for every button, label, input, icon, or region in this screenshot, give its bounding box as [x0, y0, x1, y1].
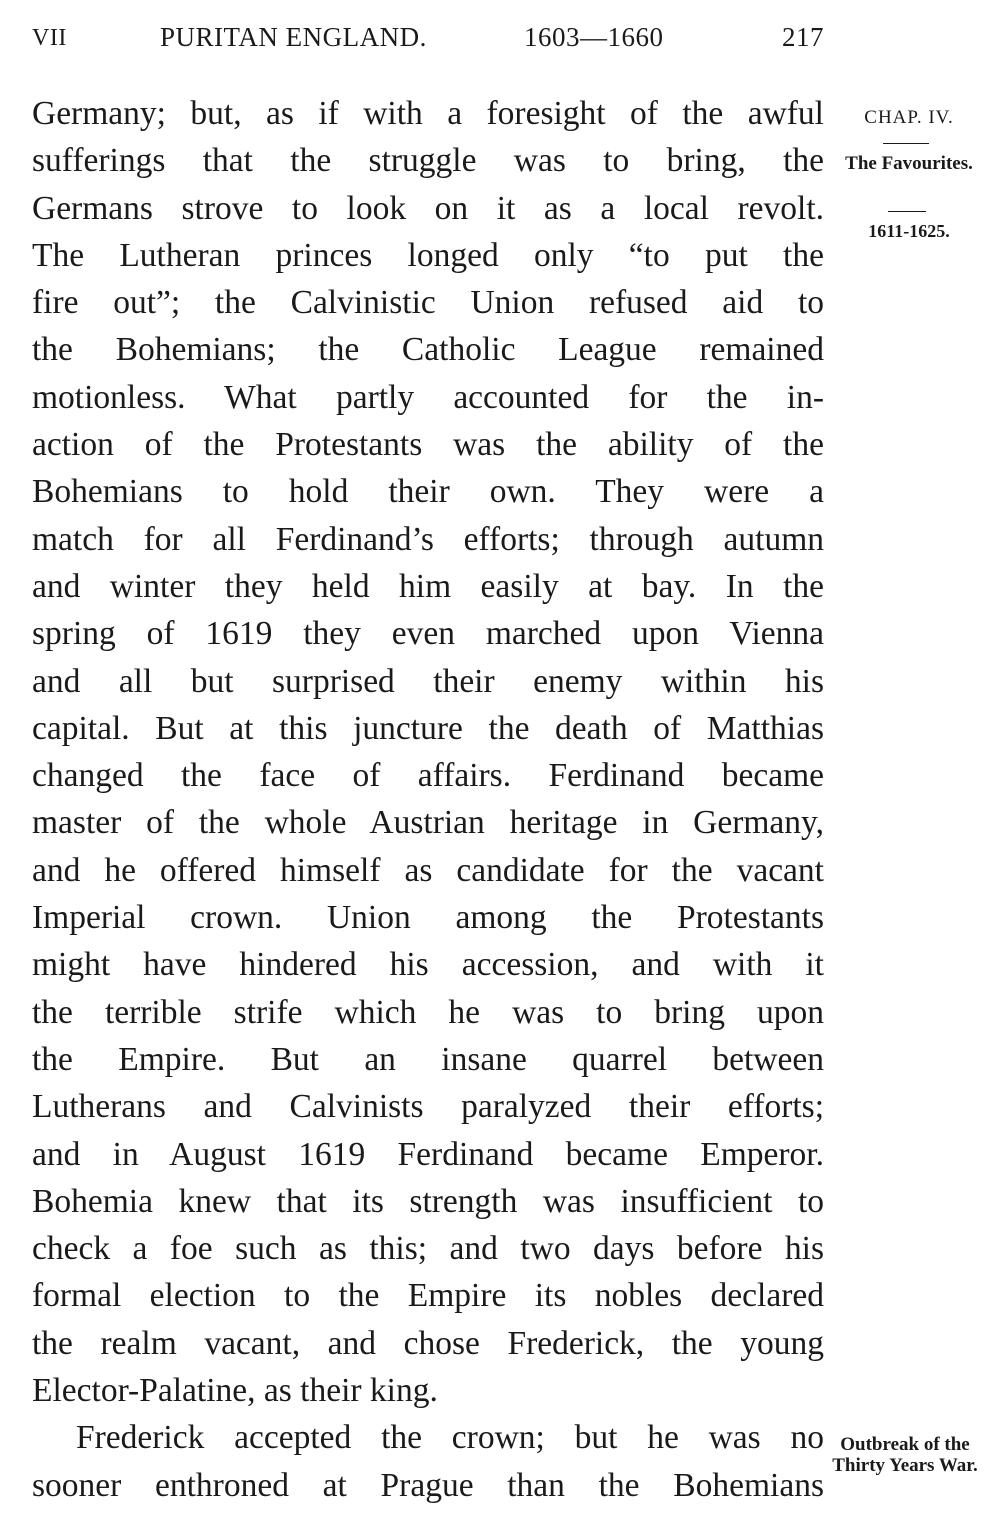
text-line: action of the Protestants was the ability of the [32, 426, 824, 464]
text-line: sooner enthroned at Prague than the Bohemians [32, 1466, 824, 1504]
text-line: Germany; but, as if with a foresight of the awful [32, 95, 824, 132]
text-line: capital. But at this juncture the death of Matthias [32, 709, 824, 747]
running-head-title: PURITAN ENGLAND. [160, 22, 427, 52]
body-text [32, 90, 824, 1509]
text-line: the Empire. But an insane quarrel between [32, 1040, 824, 1078]
text-line: sufferings that the struggle was to bring, the [32, 142, 824, 180]
sidenote-chapter: CHAP. IV. [864, 107, 954, 128]
sidenote-years: 1611-1625. [868, 221, 950, 241]
text-line: changed the face of affairs. Ferdinand became [32, 757, 824, 795]
running-head-dates: 1603—1660 [524, 22, 664, 52]
text-line: master of the whole Austrian heritage in Germany, [32, 804, 824, 842]
text-line: the terrible strife which he was to bring upon [32, 993, 824, 1031]
text-line: Germans strove to look on it as a local revolt. [32, 189, 824, 227]
running-head-chapter-numeral: VII [32, 25, 67, 51]
sidenote-outbreak: Outbreak of the Thirty Years War. [832, 1434, 978, 1476]
text-line: motionless. What partly accounted for the in- [32, 378, 824, 416]
text-line: fire out”; the Calvinistic Union refused aid to [32, 284, 824, 322]
text-line: check a foe such as this; and two days before his [32, 1230, 824, 1268]
sidenote-divider [888, 211, 926, 212]
page-number: 217 [782, 22, 824, 52]
text-line: and he offered himself as candidate for the vacant [32, 851, 824, 889]
text-line: Imperial crown. Union among the Protestants [32, 899, 824, 937]
text-line: might have hindered his accession, and with it [32, 946, 824, 984]
sidenote-topic: The Favourites. [845, 153, 973, 174]
text-line: Bohemia knew that its strength was insufficient to [32, 1182, 824, 1220]
text-line: and in August 1619 Ferdinand became Emperor. [32, 1135, 824, 1173]
text-line: the realm vacant, and chose Frederick, the young [32, 1324, 824, 1362]
text-line: spring of 1619 they even marched upon Vienna [32, 615, 824, 653]
text-line: and all but surprised their enemy within his [32, 662, 824, 700]
sidenote-divider [883, 143, 929, 144]
text-line: formal election to the Empire its nobles declared [32, 1277, 824, 1315]
text-line: and winter they held him easily at bay. In the [32, 567, 824, 605]
text-line: Bohemians to hold their own. They were a [32, 473, 824, 511]
text-line-paragraph-start: Frederick accepted the crown; but he was no [76, 1419, 824, 1457]
text-line: match for all Ferdinand’s efforts; through autumn [32, 520, 824, 558]
text-line-paragraph-end: Elector-Palatine, as their king. [32, 1372, 438, 1410]
text-line: the Bohemians; the Catholic League remained [32, 331, 824, 369]
text-line: Lutherans and Calvinists paralyzed their efforts; [32, 1088, 824, 1126]
running-head [32, 22, 824, 62]
text-line: The Lutheran princes longed only “to put the [32, 236, 824, 274]
